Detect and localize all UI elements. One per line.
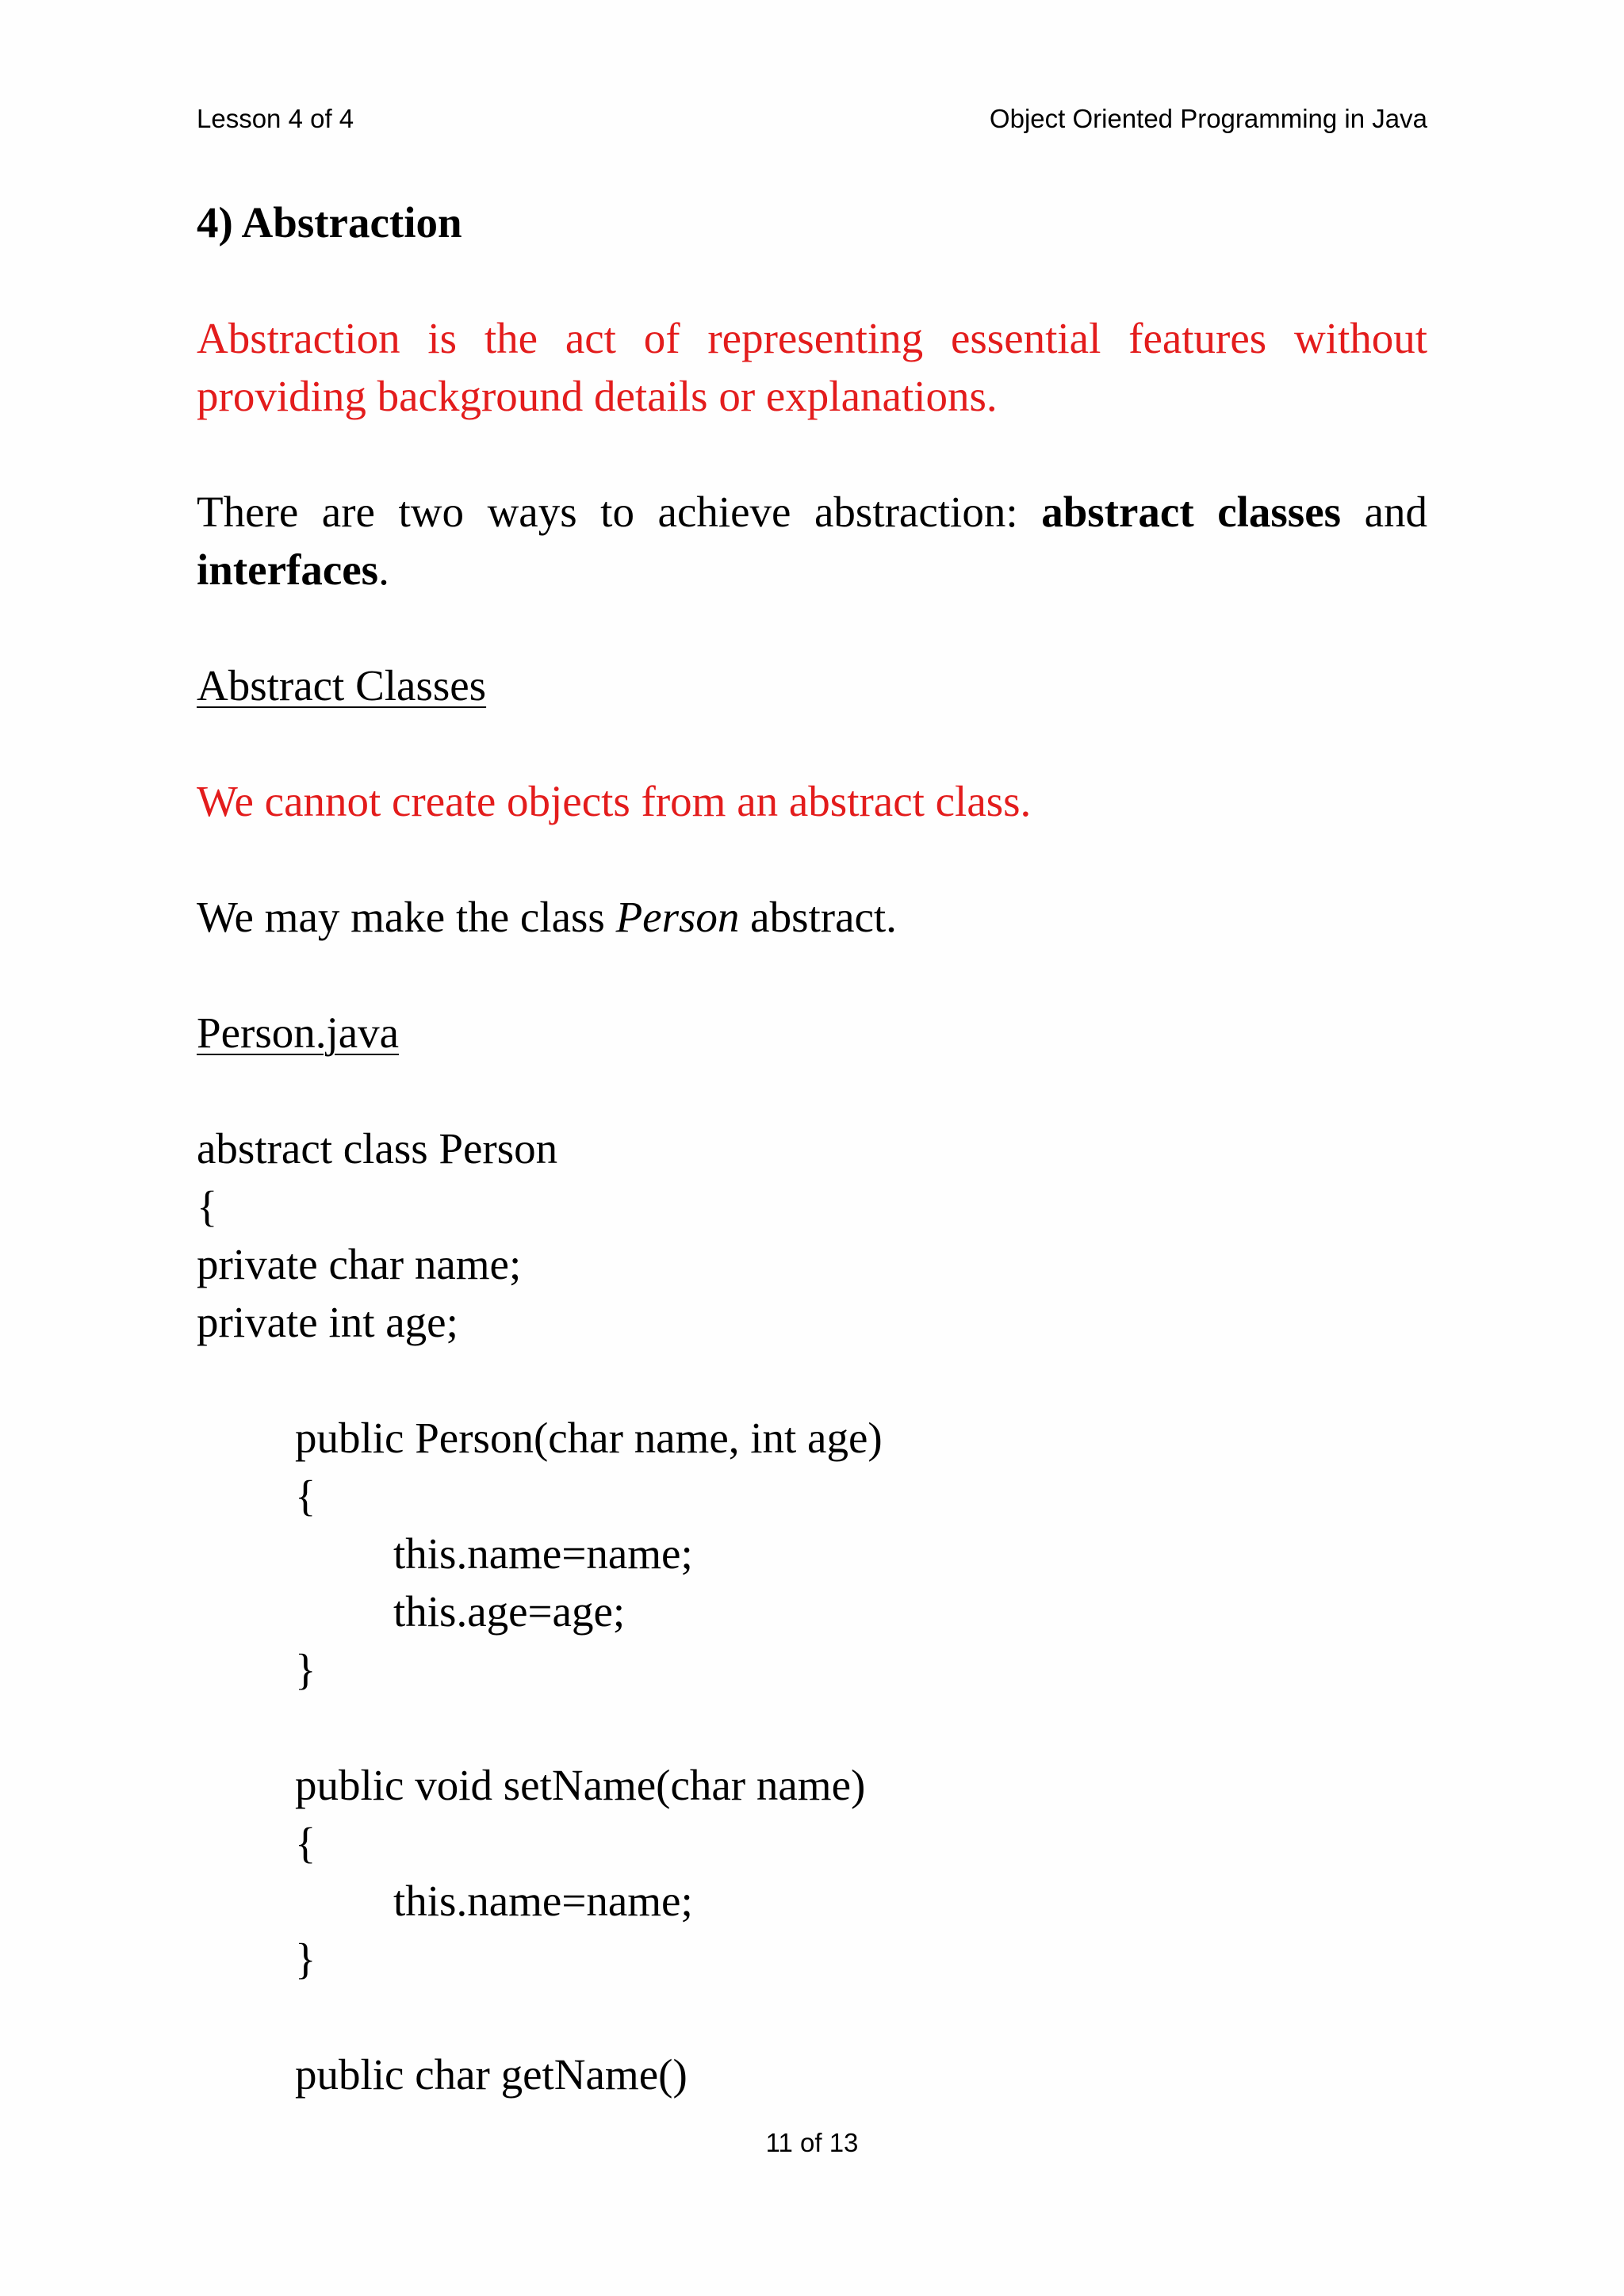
code-line: }: [295, 1645, 316, 1693]
code-line: public Person(char name, int age): [295, 1414, 883, 1462]
ways-and: and: [1364, 488, 1428, 536]
code-line: public void setName(char name): [295, 1761, 866, 1809]
code-line: {: [295, 1819, 316, 1867]
definition-line-1: Abstraction is the act of representing essential features without: [197, 314, 1428, 362]
page-header: [197, 99, 1427, 139]
ways-line-1: [197, 483, 1427, 541]
ways-bold-interfaces: interfaces: [197, 545, 379, 594]
code-line: {: [295, 1471, 316, 1520]
file-name-heading: Person.java: [197, 1008, 400, 1057]
ways-bold-abstract-classes: abstract classes: [1041, 488, 1342, 536]
code-line: abstract class Person: [197, 1124, 558, 1173]
code-line: this.age=age;: [393, 1587, 626, 1636]
ways-text: There are two ways to achieve abstraction:: [197, 488, 1018, 536]
code-line: private int age;: [197, 1298, 458, 1346]
abstract-class-rule: We cannot create objects from an abstract class.: [197, 777, 1032, 825]
definition-line-2: providing background details or explanations.: [197, 372, 998, 420]
abstract-classes-subheading: Abstract Classes: [197, 661, 487, 710]
code-line: this.name=name;: [393, 1877, 693, 1925]
code-line: }: [295, 1934, 316, 1983]
code-line: private char name;: [197, 1240, 522, 1288]
ways-line-2: interfaces.: [197, 545, 389, 594]
page-number: 11 of 13: [765, 2128, 859, 2157]
code-line: {: [197, 1182, 218, 1230]
course-title: Object Oriented Programming in Java: [989, 104, 1427, 133]
lesson-label: Lesson 4 of 4: [197, 104, 354, 133]
code-line: public char getName(): [295, 2050, 688, 2099]
code-line: this.name=name;: [393, 1529, 693, 1578]
example-intro: We may make the class Person abstract.: [197, 893, 897, 941]
section-heading: 4) Abstraction: [197, 198, 462, 247]
